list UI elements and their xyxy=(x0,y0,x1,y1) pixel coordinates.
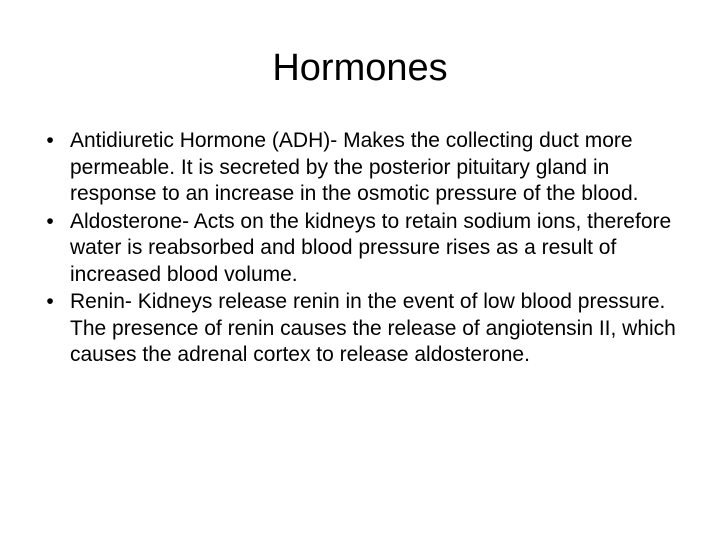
bullet-text: Renin- Kidneys release renin in the event of low blood pressure. The presence of renin causes the release of angiotensin II, which causes the adrenal cortex to release aldosterone. xyxy=(70,290,676,366)
bullet-marker: • xyxy=(46,290,54,313)
bullet-item-adh xyxy=(36,128,690,208)
slide-title: Hormones xyxy=(272,47,448,89)
bullet-item-aldosterone xyxy=(36,209,690,289)
bullet-marker: • xyxy=(46,209,54,233)
bullet-list xyxy=(36,128,690,370)
bullet-item-renin xyxy=(36,289,690,369)
bullet-marker: • xyxy=(46,129,54,152)
bullet-text: Aldosterone- Acts on the kidneys to retain sodium ions, therefore water is reabsorbed and blood pressure rises as a result of increased blood volume. xyxy=(70,209,672,286)
bullet-text: Antidiuretic Hormone (ADH)- Makes the collecting duct more permeable. It is secreted by the posterior pituitary gland in response to an increase in the osmotic pressure of the blood. xyxy=(70,129,639,205)
